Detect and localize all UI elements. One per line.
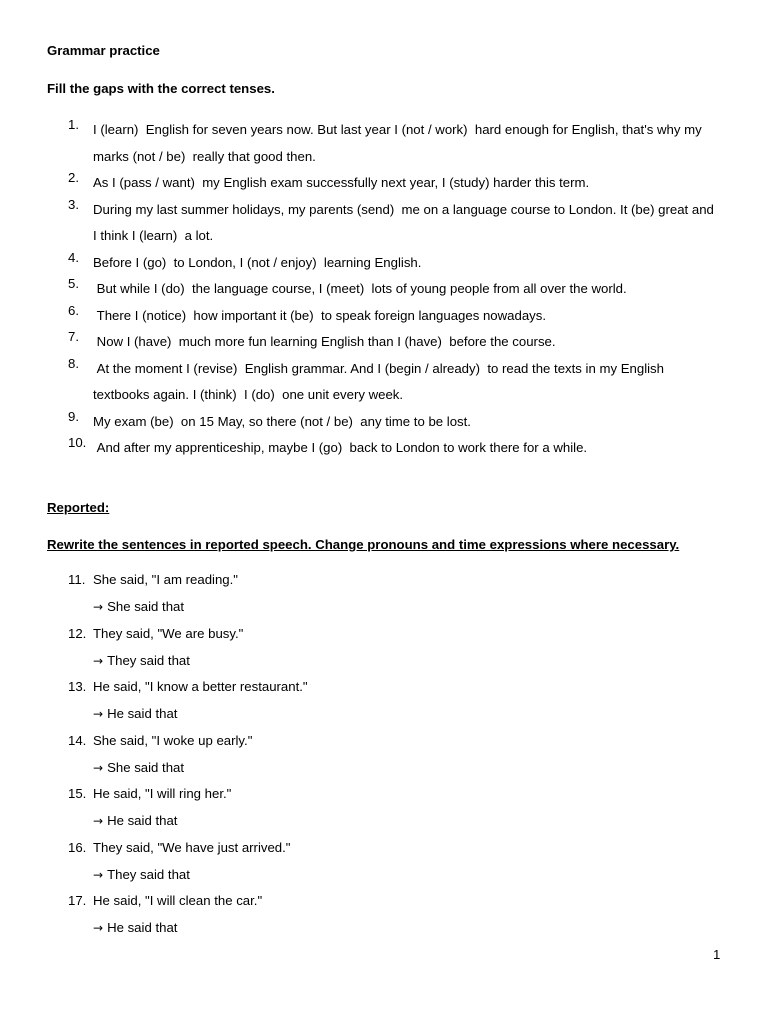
exercise-text: As I (pass / want) my English exam successfully next year, I (study) harder this term. <box>93 175 590 190</box>
reported-item <box>0 893 768 947</box>
reported-answer-stem: He said that <box>107 706 178 721</box>
exercise-number: 7. <box>68 329 79 344</box>
reported-answer-stem: They said that <box>107 652 190 668</box>
exercise-text: Now I (have) much more fun learning English than I (have) before the course. <box>93 334 556 349</box>
reported-item <box>0 733 768 787</box>
reported-heading: Reported: <box>47 500 110 515</box>
exercise-text: At the moment I (revise) English grammar. And I (begin / already) to read the texts in my English textbooks again. I (think) I (do) one unit every week. <box>93 360 668 402</box>
reported-exercise-list <box>0 572 768 947</box>
page-number: 1 <box>713 947 721 962</box>
reported-item <box>0 840 768 894</box>
reported-item <box>0 572 768 626</box>
reported-number: 11. <box>68 572 86 587</box>
reported-quote: She said, "I woke up early." <box>93 732 253 748</box>
exercise-item <box>0 435 768 462</box>
exercise-item <box>0 356 768 409</box>
reported-number: 16. <box>68 839 87 855</box>
exercise-number: 6. <box>68 302 79 318</box>
exercise-text: I (learn) English for seven years now. But last year I (not / work) hard enough for English, that's why my marks (not / be) really that good then. <box>93 122 706 164</box>
reported-quote: They said, "We have just arrived." <box>93 839 291 855</box>
exercise-text: My exam (be) on 15 May, so there (not / be) any time to be lost. <box>93 413 471 429</box>
reported-number: 17. <box>68 893 87 908</box>
reported-quote: He said, "I will clean the car." <box>93 893 263 908</box>
reported-item <box>0 626 768 680</box>
reported-item <box>0 679 768 733</box>
reported-quote: She said, "I am reading." <box>93 572 238 587</box>
arrow-right-icon: → <box>93 760 104 775</box>
exercise-item <box>0 117 768 170</box>
exercise-item <box>0 197 768 250</box>
tense-instructions: Fill the gaps with the correct tenses. <box>47 81 275 96</box>
exercise-number: 3. <box>68 196 79 212</box>
exercise-number: 9. <box>68 408 79 424</box>
exercise-number: 1. <box>68 117 79 132</box>
reported-quote: They said, "We are busy." <box>93 625 244 641</box>
reported-quote: He said, "I will ring her." <box>93 786 232 801</box>
arrow-right-icon: → <box>93 653 104 668</box>
reported-number: 13. <box>68 679 87 694</box>
exercise-number: 10. <box>68 435 87 450</box>
exercise-item <box>0 409 768 436</box>
reported-answer-stem: He said that <box>107 813 178 828</box>
exercise-text: But while I (do) the language course, I (meet) lots of young people from all over the world. <box>93 281 627 296</box>
arrow-right-icon: → <box>93 707 104 721</box>
exercise-text: During my last summer holidays, my parents (send) me on a language course to London. It (be) great and I think I (learn) a lot. <box>93 201 718 243</box>
reported-instructions: Rewrite the sentences in reported speech. Change pronouns and time expressions where necessary. <box>47 537 680 552</box>
exercise-item <box>0 276 768 303</box>
exercise-text: Before I (go) to London, I (not / enjoy) learning English. <box>93 254 422 270</box>
arrow-right-icon: → <box>93 867 104 882</box>
exercise-number: 2. <box>68 170 79 185</box>
exercise-item <box>0 329 768 356</box>
tense-exercise-list <box>0 117 768 462</box>
exercise-number: 4. <box>68 249 79 265</box>
exercise-number: 5. <box>68 276 79 291</box>
reported-answer-line <box>93 599 184 614</box>
reported-number: 14. <box>68 732 87 748</box>
arrow-right-icon: → <box>93 814 104 828</box>
reported-answer-stem: She said that <box>107 599 185 614</box>
reported-quote: He said, "I know a better restaurant." <box>93 679 308 694</box>
exercise-item <box>0 170 768 197</box>
reported-answer-line <box>93 653 190 668</box>
reported-item <box>0 786 768 840</box>
reported-answer-stem: She said that <box>107 759 185 775</box>
exercise-item <box>0 250 768 277</box>
document-title: Grammar practice <box>47 43 160 58</box>
reported-answer-line <box>93 706 177 721</box>
exercise-item <box>0 303 768 330</box>
reported-answer-line <box>93 813 177 828</box>
reported-answer-line <box>93 867 190 882</box>
arrow-right-icon: → <box>93 921 104 935</box>
reported-answer-stem: He said that <box>107 920 178 935</box>
arrow-right-icon: → <box>93 600 104 614</box>
reported-answer-line <box>93 760 184 775</box>
exercise-text: There I (notice) how important it (be) to speak foreign languages nowadays. <box>93 307 547 323</box>
exercise-number: 8. <box>68 355 79 371</box>
reported-answer-line <box>93 920 177 935</box>
reported-number: 15. <box>68 786 87 801</box>
exercise-text: And after my apprenticeship, maybe I (go) back to London to work there for a while. <box>93 440 588 455</box>
reported-answer-stem: They said that <box>107 866 190 882</box>
reported-number: 12. <box>68 625 87 641</box>
